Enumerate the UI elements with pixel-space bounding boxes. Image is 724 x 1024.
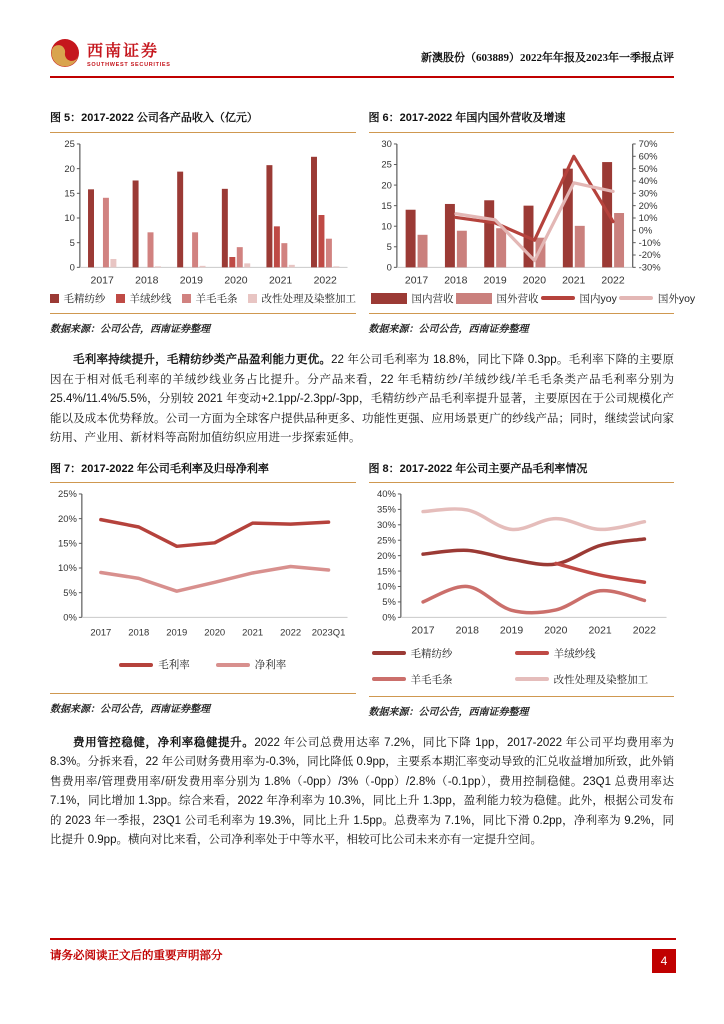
svg-text:30%: 30% [638, 188, 658, 200]
legend-label: 毛利率 [158, 659, 190, 672]
svg-text:0%: 0% [638, 225, 652, 237]
legend-swatch-icon [116, 294, 125, 303]
legend-swatch-icon [541, 296, 575, 300]
southwest-securities-logo-icon [50, 38, 80, 68]
legend-item [216, 657, 287, 672]
svg-text:2020: 2020 [224, 275, 248, 287]
legend-item [456, 291, 539, 306]
legend-item [541, 291, 617, 306]
svg-text:2017: 2017 [90, 627, 112, 639]
svg-text:15%: 15% [57, 538, 77, 550]
brand-name-en: SOUTHWEST SECURITIES [87, 62, 171, 68]
figure-8-legend [369, 642, 675, 689]
fig8-lines [423, 509, 644, 613]
figure-7 [50, 463, 356, 718]
brand-name-cn: 西南证券 [87, 43, 160, 60]
report-title: 新澳股份（603889）2022年年报及2023年一季报点评 [421, 52, 674, 64]
legend-swatch-icon [619, 296, 653, 300]
legend-label: 羊绒纱线 [129, 292, 172, 305]
page-header [50, 0, 674, 78]
fig7-svg [50, 486, 356, 641]
svg-text:40%: 40% [376, 489, 396, 501]
legend-swatch-icon [216, 663, 250, 667]
svg-text:25%: 25% [376, 535, 396, 547]
figure-5 [50, 112, 356, 335]
legend-item [116, 291, 172, 306]
figure-8-source: 数据来源：公司公告，西南证券整理 [369, 696, 675, 718]
paragraph-expense-control-lead: 费用管控稳健，净利率稳健提升。 [73, 736, 255, 749]
svg-text:-10%: -10% [638, 237, 661, 249]
legend-item [515, 646, 596, 661]
fig6-lines [455, 156, 612, 260]
figure-5-chart [50, 136, 356, 289]
fig5-svg [50, 136, 356, 289]
paragraph-expense-control [50, 734, 674, 851]
svg-text:2020: 2020 [204, 627, 226, 639]
svg-text:20%: 20% [376, 551, 396, 563]
svg-text:5: 5 [69, 237, 75, 249]
svg-text:-30%: -30% [638, 262, 661, 274]
figure-8 [369, 463, 675, 718]
svg-text:20: 20 [64, 163, 75, 175]
legend-label: 国内营收 [411, 292, 454, 305]
legend-label: 改性处理及染整加工 [553, 673, 649, 686]
legend-item [372, 646, 453, 661]
svg-text:2022: 2022 [632, 625, 656, 637]
legend-item [371, 291, 454, 306]
svg-text:2021: 2021 [561, 275, 585, 287]
legend-label: 改性处理及染整加工 [261, 292, 356, 305]
legend-swatch-icon [515, 651, 549, 655]
legend-label: 国内yoy [579, 292, 617, 305]
figure-row-1 [50, 112, 696, 335]
legend-label: 净利率 [254, 659, 287, 672]
legend-item [619, 291, 695, 306]
svg-text:10: 10 [380, 221, 392, 233]
figure-6-title: 图 6：2017-2022 年国内国外营收及增速 [369, 112, 675, 133]
svg-text:2019: 2019 [499, 625, 523, 637]
page-footer [50, 938, 676, 973]
svg-text:2021: 2021 [587, 625, 612, 637]
svg-text:2023Q1: 2023Q1 [311, 627, 346, 639]
svg-text:0: 0 [69, 262, 75, 274]
svg-text:10%: 10% [376, 582, 396, 594]
svg-text:2018: 2018 [135, 275, 159, 287]
figure-8-title: 图 8：2017-2022 年公司主要产品毛利率情况 [369, 463, 675, 484]
figure-6-source: 数据来源：公司公告，西南证券整理 [369, 313, 675, 335]
figure-7-legend [50, 644, 356, 686]
legend-swatch-icon [371, 293, 407, 304]
svg-text:15: 15 [380, 200, 392, 212]
svg-text:2017: 2017 [410, 625, 435, 637]
figure-6-legend [369, 291, 696, 306]
legend-swatch-icon [372, 677, 406, 681]
legend-swatch-icon [50, 294, 59, 303]
svg-text:-20%: -20% [638, 249, 661, 261]
legend-label: 毛精纺纱 [410, 647, 453, 660]
legend-item [372, 672, 453, 687]
figure-6-chart [369, 136, 675, 289]
figure-8-chart [369, 486, 675, 639]
paragraph-gross-margin-lead: 毛利率持续提升，毛精纺纱类产品盈利能力更优。 [73, 353, 332, 366]
figure-6 [368, 112, 696, 335]
svg-text:2018: 2018 [455, 625, 479, 637]
legend-label: 羊毛毛条 [410, 673, 453, 686]
svg-text:0: 0 [386, 262, 392, 274]
legend-swatch-icon [182, 294, 191, 303]
paragraph-expense-control-body: 2022 年公司总费用达率 7.2%，同比下降 1pp，2017-2022 年公司平均费用率为 8.3%。分拆来看，22 年公司财务费用率为-0.3%，同比降低 0.9pp，主要系本期汇率变动导致的汇兑收益增加所致，此外销售费用率/管理费用率/研发费用率分别为 1.8%（-0pp）/3%（-0pp）/2.8%（-0.1pp），费用控制稳健。23Q1 总费用率达 7.1%，同比增加 1.3pp。综合来看，2022 年净利率为 10.3%，同比上升 1.3pp，盈利能力较为稳健。此外，根据公司发布的 2023 年一季报，23Q1 公司毛利率为 19.3%，同比上升 1.5pp。总费率为 7.1%，同比下滑 0.2pp，净利率为 9.2%，同比提升 0.9pp。横向对比来看，公司净利率处于中等水平，相较可比公司未来亦有一定提升空间。 [50, 736, 674, 847]
figure-7-title: 图 7：2017-2022 年公司毛利率及归母净利率 [50, 463, 356, 484]
svg-text:70%: 70% [638, 138, 658, 150]
svg-text:50%: 50% [638, 163, 658, 175]
footer-row [50, 947, 676, 973]
svg-text:10: 10 [64, 212, 75, 224]
fig8-svg [369, 486, 675, 639]
svg-text:2022: 2022 [280, 627, 302, 639]
fig6-svg [369, 136, 675, 289]
paragraph-gross-margin-body: 22 年公司毛利率为 18.8%，同比下降 0.3pp。毛利率下降的主要原因在于相对低毛利率的羊绒纱线业务占比提升。分产品来看，22 年毛精纺纱/羊绒纱线/羊毛毛条类产品毛利率分别为 25.4%/11.4%/5.5%，分别较 2021 年变动+2.1pp/-2.3pp/-3pp，毛精纺纱产品毛利率提升显著，主要原因在于公司规模化产能以及成本优势释放。公司一方面为全球客户提供品种更多、功能性更强、应用场景更广的纱线产品；同时，继续尝试向家纺用、产业用、新材料等高附加值纺织应用进一步探索延伸。 [50, 353, 675, 445]
legend-label: 羊绒纱线 [553, 647, 596, 660]
legend-swatch-icon [515, 677, 549, 681]
figure-5-source: 数据来源：公司公告，西南证券整理 [50, 313, 356, 335]
brand [50, 38, 171, 68]
svg-text:2019: 2019 [483, 275, 507, 287]
svg-text:2020: 2020 [522, 275, 546, 287]
svg-text:2022: 2022 [600, 275, 625, 287]
svg-text:5%: 5% [63, 588, 77, 600]
legend-swatch-icon [248, 294, 257, 303]
legend-label: 国外营收 [496, 292, 539, 305]
svg-text:2022: 2022 [313, 275, 337, 287]
paragraph-gross-margin [50, 351, 674, 449]
svg-text:2018: 2018 [128, 627, 150, 639]
legend-item [515, 672, 649, 687]
fig5-bars [88, 157, 339, 268]
legend-swatch-icon [119, 663, 153, 667]
svg-text:10%: 10% [57, 563, 77, 575]
fig6-bars [405, 162, 623, 267]
svg-text:30%: 30% [376, 520, 396, 532]
brand-text [87, 38, 171, 68]
svg-text:5: 5 [386, 241, 392, 253]
svg-text:15: 15 [64, 188, 75, 200]
legend-item [119, 657, 190, 672]
svg-text:60%: 60% [638, 151, 658, 163]
svg-text:35%: 35% [376, 505, 396, 517]
svg-text:2021: 2021 [242, 627, 264, 639]
svg-text:40%: 40% [638, 175, 658, 187]
figure-row-2 [50, 463, 674, 718]
legend-item [182, 291, 238, 306]
figure-5-legend [50, 291, 356, 306]
legend-item [50, 291, 106, 306]
footer-disclaimer: 请务必阅读正文后的重要声明部分 [50, 950, 223, 962]
svg-text:25: 25 [64, 138, 75, 150]
svg-text:20: 20 [380, 180, 392, 192]
svg-text:2019: 2019 [166, 627, 188, 639]
svg-text:25: 25 [380, 159, 392, 171]
fig7-lines [101, 520, 329, 592]
svg-text:0%: 0% [63, 613, 77, 625]
legend-swatch-icon [456, 293, 492, 304]
figure-7-chart [50, 486, 356, 641]
svg-text:2017: 2017 [90, 275, 114, 287]
figure-5-title: 图 5：2017-2022 公司各产品收入（亿元） [50, 112, 356, 133]
svg-text:30: 30 [380, 138, 392, 150]
svg-text:2021: 2021 [268, 275, 293, 287]
svg-text:2020: 2020 [543, 625, 567, 637]
legend-label: 羊毛毛条 [195, 292, 238, 305]
svg-text:0%: 0% [381, 612, 396, 624]
legend-item [248, 291, 357, 306]
legend-swatch-icon [372, 651, 406, 655]
svg-text:20%: 20% [638, 200, 658, 212]
svg-text:20%: 20% [57, 514, 77, 526]
figure-7-source: 数据来源：公司公告，西南证券整理 [50, 693, 356, 715]
svg-text:10%: 10% [638, 212, 658, 224]
legend-label: 毛精纺纱 [63, 292, 106, 305]
svg-text:2017: 2017 [404, 275, 428, 287]
page-number: 4 [652, 949, 676, 973]
svg-text:2019: 2019 [179, 275, 204, 287]
svg-text:2018: 2018 [443, 275, 467, 287]
svg-text:15%: 15% [376, 566, 396, 578]
svg-text:5%: 5% [381, 597, 396, 609]
legend-label: 国外yoy [657, 292, 696, 305]
svg-text:25%: 25% [57, 489, 77, 501]
footer-rule [50, 938, 676, 940]
